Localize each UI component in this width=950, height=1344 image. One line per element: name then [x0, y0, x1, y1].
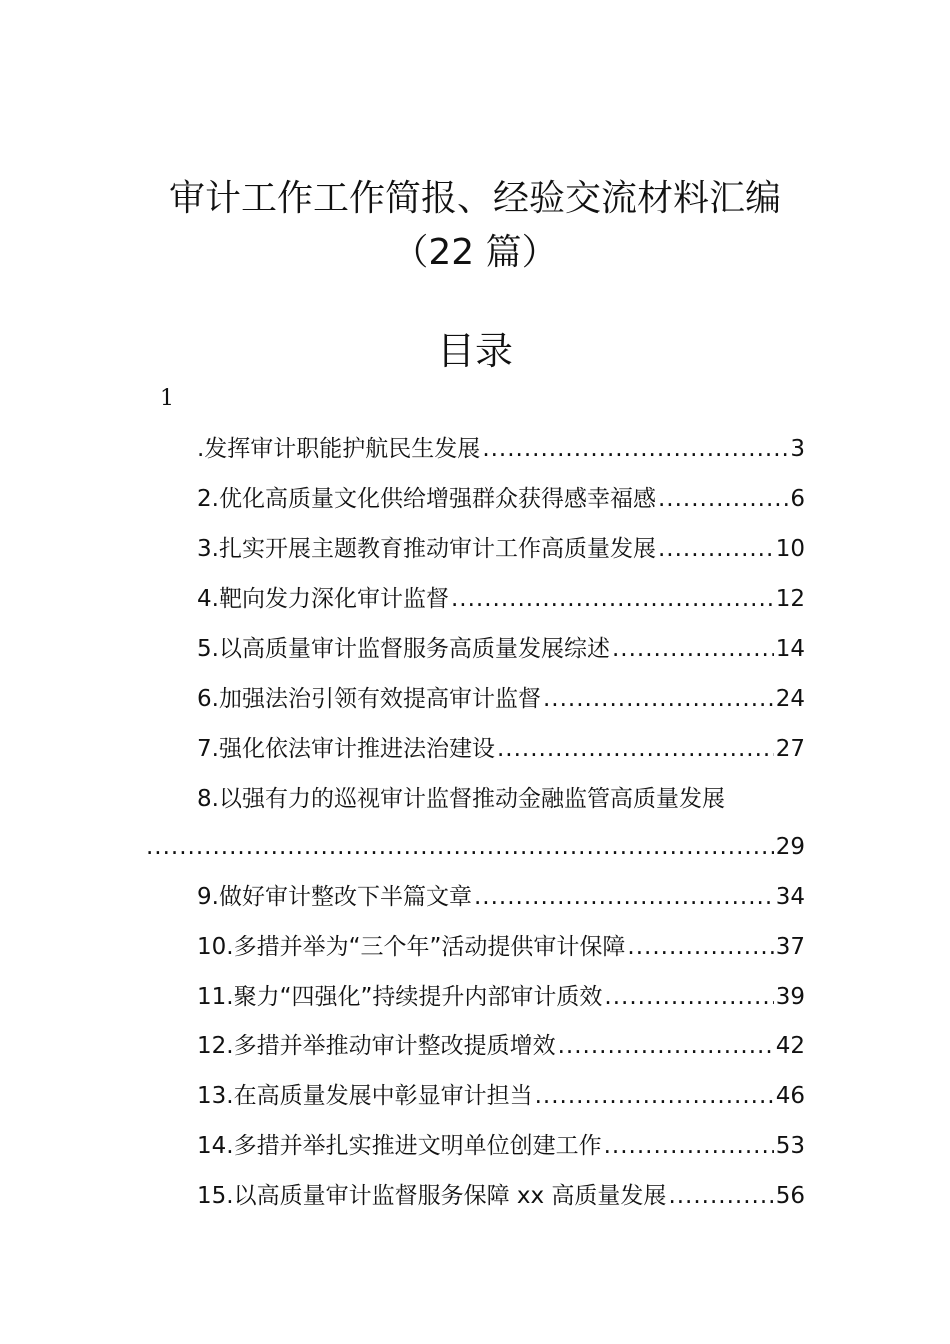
- toc-dot-leader: [604, 973, 773, 1021]
- toc-dot-leader: [627, 923, 773, 971]
- toc-entry[interactable]: [197, 725, 805, 773]
- title-line-1: 审计工作工作简报、经验交流材料汇编: [168, 178, 781, 219]
- toc-page-number: 3: [790, 436, 805, 462]
- toc-entry-title: 13.在高质量发展中彰显审计担当: [197, 1083, 533, 1109]
- toc-entry[interactable]: [197, 425, 805, 473]
- toc-dot-leader: [604, 1122, 774, 1170]
- toc-page-number: 24: [775, 686, 805, 712]
- document-title: [0, 172, 950, 280]
- toc-page-number: 27: [775, 736, 805, 762]
- toc-page-number: 10: [775, 536, 805, 562]
- page-marker-number: 1: [160, 386, 174, 411]
- toc-page-number: 12: [775, 586, 805, 612]
- toc-entry[interactable]: [197, 873, 805, 921]
- toc-dot-leader: [482, 425, 788, 473]
- toc-page-number: 42: [775, 1033, 805, 1059]
- toc-dot-leader: [612, 625, 774, 673]
- toc-dot-leader: [543, 675, 774, 723]
- toc-dot-leader: [146, 823, 774, 871]
- toc-page-number: 46: [775, 1083, 805, 1109]
- toc-entry-title: 11.聚力“四强化”持续提升内部审计质效: [197, 984, 603, 1010]
- toc-page-number: 56: [775, 1183, 805, 1209]
- toc-entry[interactable]: [197, 525, 805, 573]
- toc-entry[interactable]: [197, 675, 805, 723]
- toc-entry-title: 15.以高质量审计监督服务保障 xx 高质量发展: [197, 1183, 667, 1209]
- toc-dot-leader: [558, 1022, 774, 1070]
- toc-entry[interactable]: [197, 1072, 805, 1120]
- toc-entry-continuation[interactable]: [146, 823, 805, 871]
- toc-entry-title: .发挥审计职能护航民生发展: [197, 436, 481, 462]
- toc-dot-leader: [451, 575, 774, 623]
- toc-entry-title: 7.强化依法审计推进法治建设: [197, 736, 495, 762]
- toc-entry[interactable]: [197, 923, 805, 971]
- toc-entry[interactable]: [197, 475, 805, 523]
- toc-dot-leader: [658, 525, 774, 573]
- toc-page-number: 34: [775, 884, 805, 910]
- toc-entry[interactable]: [197, 1022, 805, 1070]
- toc-entry-title: 3.扎实开展主题教育推动审计工作高质量发展: [197, 536, 656, 562]
- toc-entry-title: 8.以强有力的巡视审计监督推动金融监管高质量发展: [197, 786, 725, 812]
- toc-page-number: 14: [775, 636, 805, 662]
- toc-page-number: 53: [775, 1133, 805, 1159]
- toc-dot-leader: [535, 1072, 774, 1120]
- title-line-2: （22 篇）: [392, 232, 558, 273]
- toc-entry[interactable]: [197, 775, 805, 823]
- toc-entry-title: 9.做好审计整改下半篇文章: [197, 884, 472, 910]
- toc-entry[interactable]: [197, 1122, 805, 1170]
- toc-dot-leader: [658, 475, 788, 523]
- toc-entry-title: 2.优化高质量文化供给增强群众获得感幸福感: [197, 486, 656, 512]
- toc-page-number: 37: [775, 934, 805, 960]
- toc-entry[interactable]: [197, 575, 805, 623]
- toc-entry[interactable]: [197, 973, 805, 1021]
- toc-page-number: 29: [775, 834, 805, 860]
- toc-entry[interactable]: [197, 625, 805, 673]
- toc-dot-leader: [497, 725, 774, 773]
- toc-entry-title: 14.多措并举扎实推进文明单位创建工作: [197, 1133, 602, 1159]
- toc-entry-title: 4.靶向发力深化审计监督: [197, 586, 449, 612]
- toc-entry-title: 6.加强法治引领有效提高审计监督: [197, 686, 541, 712]
- toc-entry[interactable]: [197, 1172, 805, 1220]
- toc-entry-title: 12.多措并举推动审计整改提质增效: [197, 1033, 556, 1059]
- toc-dot-leader: [474, 873, 774, 921]
- toc-dot-leader: [668, 1172, 773, 1220]
- toc-page-number: 6: [790, 486, 805, 512]
- toc-page-number: 39: [775, 984, 805, 1010]
- toc-entry-title: 10.多措并举为“三个年”活动提供审计保障: [197, 934, 626, 960]
- toc-entry-title: 5.以高质量审计监督服务高质量发展综述: [197, 636, 610, 662]
- toc-heading: 目录: [436, 329, 513, 373]
